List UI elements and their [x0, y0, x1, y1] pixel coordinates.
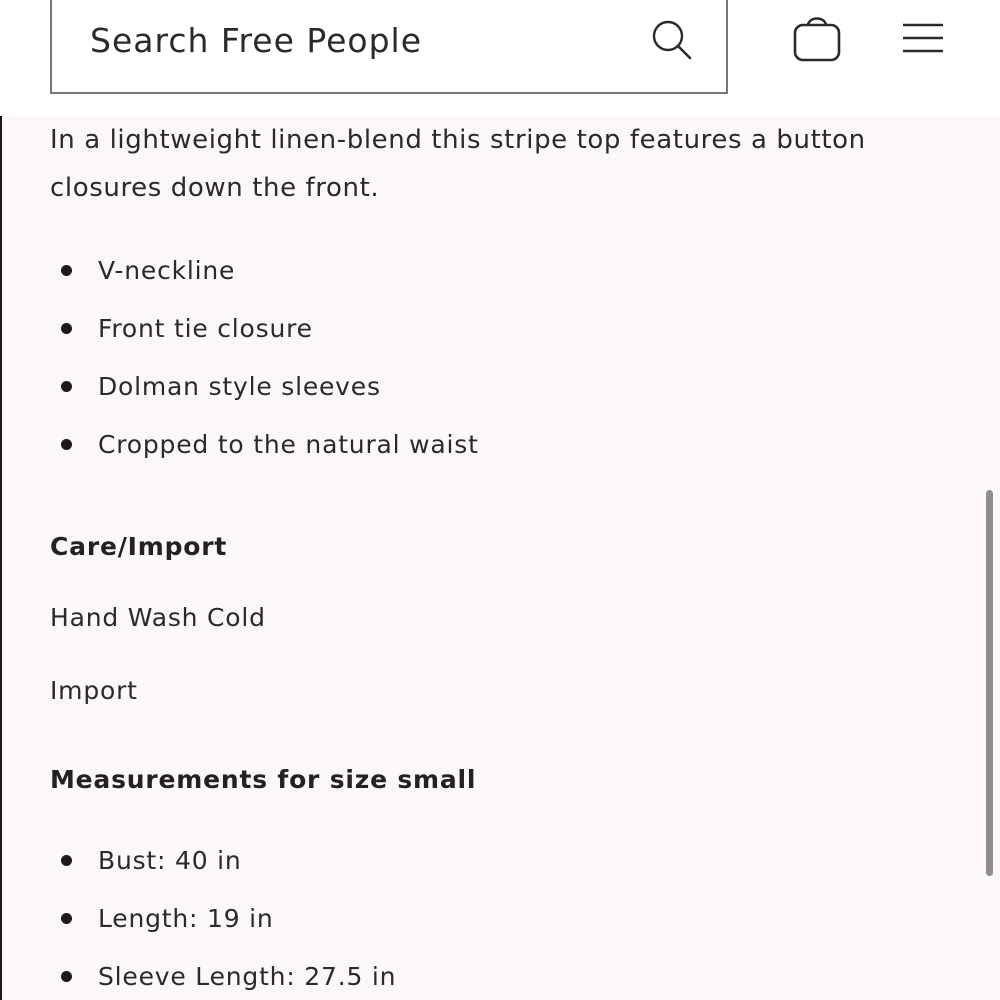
list-item [50, 948, 950, 1000]
bullet-icon [61, 381, 72, 392]
feature-list [50, 242, 950, 474]
bullet-icon [61, 971, 72, 982]
import-note: Import [50, 676, 138, 705]
shopping-bag-icon [790, 8, 844, 64]
feature-text: Cropped to the natural waist [98, 430, 479, 459]
list-item [50, 416, 950, 474]
bullet-icon [61, 913, 72, 924]
measurement-text: Sleeve Length: 27.5 in [98, 962, 397, 991]
care-instruction: Hand Wash Cold [50, 603, 266, 632]
list-item [50, 358, 950, 416]
search-button[interactable] [648, 16, 696, 64]
search-box[interactable] [50, 0, 728, 94]
feature-text: Front tie closure [98, 314, 313, 343]
care-import-heading: Care/Import [50, 532, 228, 561]
bullet-icon [61, 323, 72, 334]
product-description: In a lightweight linen-blend this stripe top features a button closures down the front. [50, 125, 866, 203]
measurements-list [50, 832, 950, 1000]
left-edge-divider [0, 0, 2, 1000]
measurements-heading: Measurements for size small [50, 765, 477, 794]
hamburger-menu-icon [900, 20, 946, 58]
product-details [50, 116, 950, 1000]
feature-text: V-neckline [98, 256, 236, 285]
list-item [50, 832, 950, 890]
shopping-bag-button[interactable] [790, 8, 844, 64]
bullet-icon [61, 855, 72, 866]
measurement-text: Length: 19 in [98, 904, 274, 933]
menu-button[interactable] [900, 20, 946, 58]
scrollbar-thumb[interactable] [986, 490, 993, 876]
list-item [50, 300, 950, 358]
list-item [50, 242, 950, 300]
search-icon [648, 16, 696, 64]
search-input[interactable] [90, 18, 630, 62]
bullet-icon [61, 265, 72, 276]
site-header [0, 0, 1000, 116]
bullet-icon [61, 439, 72, 450]
measurement-text: Bust: 40 in [98, 846, 242, 875]
feature-text: Dolman style sleeves [98, 372, 381, 401]
list-item [50, 890, 950, 948]
